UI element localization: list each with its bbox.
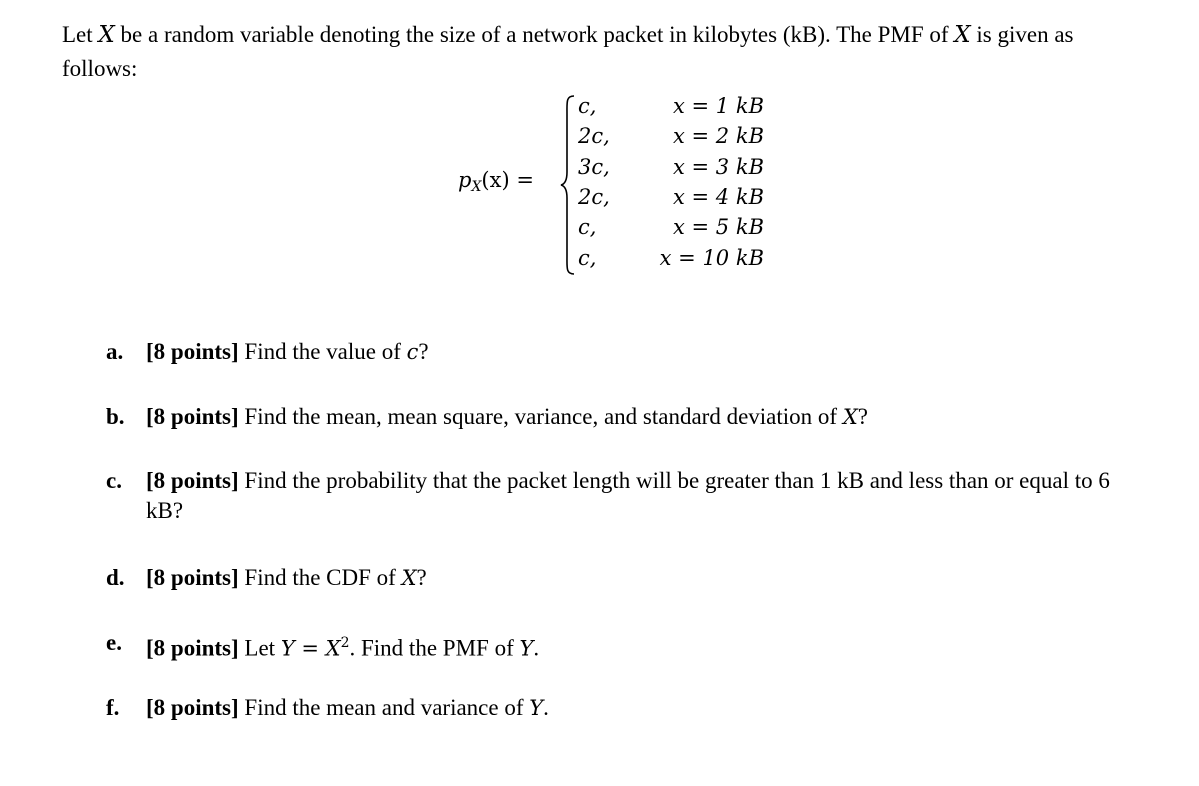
pmf-row-cond: x = 3 kB [673, 155, 764, 179]
question-math: c [406, 340, 419, 364]
question-text: Find the mean and variance of [238, 695, 530, 720]
question-math: Y = X [280, 636, 341, 661]
question-points: [8 points] [146, 695, 239, 720]
pmf-row-coef: 2c, [578, 124, 610, 148]
pmf-row-coef: c, [578, 246, 597, 270]
question-math: X [401, 566, 417, 590]
pmf-row-cond: x = 10 kB [659, 246, 764, 270]
question-text-end: . [533, 635, 540, 661]
question-points: [8 points] [146, 468, 239, 493]
intro-text-2: be a random variable denoting the size of a network packet in kilobytes (kB). The PMF of [114, 22, 955, 47]
question-label: a. [106, 339, 124, 364]
pmf-lhs-arg: (x) = [481, 168, 534, 192]
question-text-end: ? [416, 565, 427, 590]
question-body [146, 693, 1141, 723]
pmf-row-coef: 2c, [578, 185, 610, 209]
intro-text-3: is given as follows: [62, 22, 1074, 81]
question-body [146, 337, 1141, 367]
question-math: Y [529, 696, 544, 720]
question-label: e. [106, 630, 122, 655]
pmf-row-coef: c, [578, 215, 597, 239]
question-body [146, 402, 1141, 432]
question-text-end: . [543, 695, 549, 720]
intro-var-x: X [98, 22, 115, 48]
question-body [146, 466, 1141, 526]
pmf-lhs-p: p [458, 168, 472, 192]
question-text: Find the mean, mean square, variance, and standard deviation of [238, 404, 843, 429]
question-text: Let [238, 635, 281, 661]
question-points: [8 points] [146, 339, 239, 364]
left-brace-icon [560, 94, 576, 276]
question-label: d. [106, 565, 125, 590]
pmf-row-cond: x = 4 kB [673, 185, 764, 209]
intro-text-1: Let [62, 22, 99, 47]
question-points: [8 points] [146, 565, 239, 590]
question-body [146, 628, 1141, 664]
question-text-end: ? [418, 339, 429, 364]
pmf-lhs-sub: X [471, 179, 482, 195]
pmf-formula [458, 94, 788, 276]
pmf-row-cond: x = 2 kB [673, 124, 764, 148]
question-points: [8 points] [146, 404, 239, 429]
question-body [146, 563, 1141, 593]
question-label: f. [106, 695, 120, 720]
question-label: b. [106, 404, 125, 429]
question-math: X [842, 405, 858, 429]
question-superscript: 2 [340, 635, 350, 651]
question-text-mid: . Find the PMF of [349, 635, 520, 661]
pmf-row-coef: c, [578, 94, 597, 118]
pmf-row-coef: 3c, [578, 155, 610, 179]
question-text-end: ? [857, 404, 869, 429]
pmf-row-cond: x = 5 kB [673, 215, 764, 239]
question-text: Find the CDF of [238, 565, 402, 590]
pmf-lhs [458, 168, 534, 195]
pmf-row-cond: x = 1 kB [673, 94, 764, 118]
intro-var-x-2: X [954, 22, 971, 48]
question-text: Find the probability that the packet length will be greater than 1 kB and less than or equal to 6 kB? [146, 468, 1110, 523]
problem-intro [62, 18, 1142, 85]
question-text: Find the value of [238, 339, 407, 364]
question-label: c. [106, 468, 122, 493]
question-points: [8 points] [146, 635, 239, 661]
question-math-2: Y [519, 636, 534, 661]
